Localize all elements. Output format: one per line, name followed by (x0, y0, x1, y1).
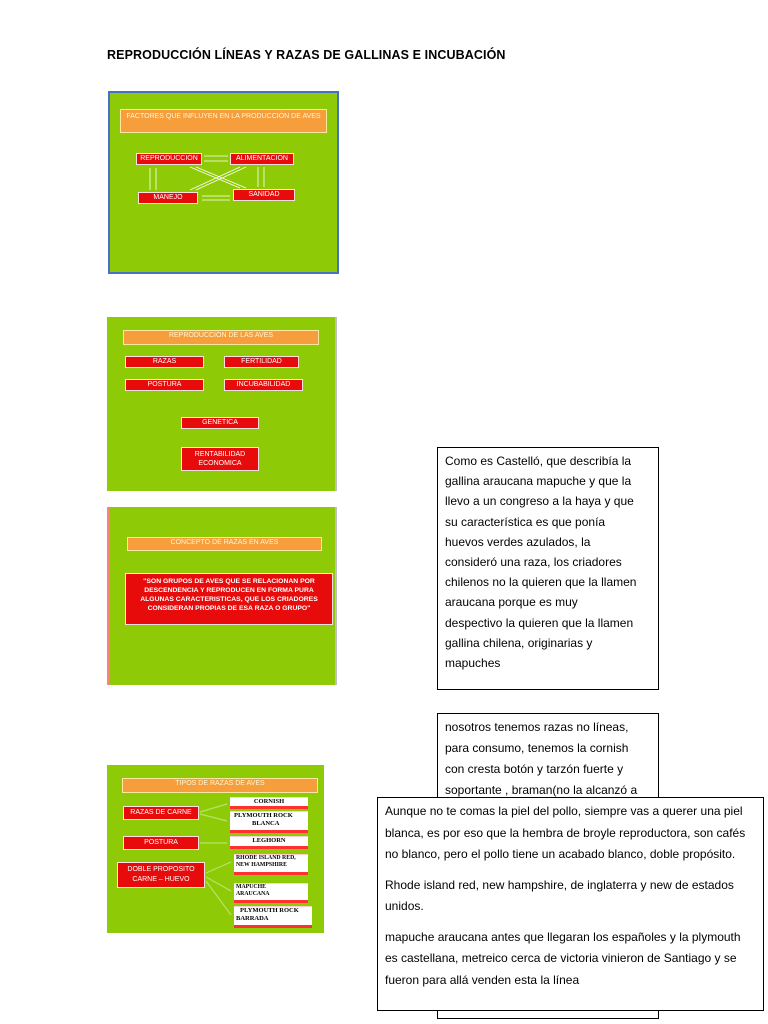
slide-header: TIPOS DE RAZAS DE AVES (122, 778, 318, 793)
box-fertilidad: FERTILIDAD (224, 356, 299, 368)
slide-header: CONCEPTO DE RAZAS EN AVES (127, 537, 322, 551)
box-alimentacion: ALIMENTACIÓN (230, 153, 294, 165)
text-line: consideró una raza, los criadores (445, 555, 622, 570)
text-line: nosotros tenemos razas no líneas, (445, 720, 629, 734)
text-line: mapuches (445, 656, 501, 671)
mapuche-line2: ARAUCANA (236, 891, 270, 897)
document-title: REPRODUCCIÓN LÍNEAS Y RAZAS DE GALLINAS E INCUBACIÓN (107, 48, 506, 62)
text-line: huevos verdes azulados, la (445, 534, 591, 549)
slide-header: FACTORES QUE INFLUYEN EN LA PRODUCCIÓN DE AVES (120, 109, 327, 133)
text-line: gallina chilena, originarias y (445, 635, 593, 650)
box-sanidad: SANIDAD (233, 189, 295, 201)
plymouth-blanca-line1: PLYMOUTH ROCK (234, 812, 293, 819)
rhode-line1: RHODE ISLAND RED, (236, 855, 296, 861)
text-line: araucana porque es muy (445, 595, 578, 610)
text-line: llevo a un congreso a la haya y que (445, 494, 634, 509)
box-rentabilidad (181, 447, 259, 471)
box-postura: POSTURA (125, 379, 204, 391)
plymouth-barrada-line1: PLYMOUTH ROCK (240, 907, 299, 914)
slide-concepto (107, 507, 337, 685)
box-reproduccion: REPRODUCCIÓN (136, 153, 202, 165)
rentabilidad-line2: ECONOMICA (198, 460, 242, 467)
connector-lines (107, 765, 324, 933)
slide-tipos (107, 765, 324, 933)
paragraph: mapuche araucana antes que llegaran los españoles y la plymouth es castellana, metreico cerca de victoria vinieron de Santiago y se fueron para allá venden esta la línea (385, 929, 741, 987)
plymouth-blanca-line2: BLANCA (252, 820, 280, 827)
textbox-piel-pollo (377, 797, 764, 1011)
paragraph: Rhode island red, new hampshire, de inglaterra y new de estados unidos. (385, 877, 734, 913)
textbox-castello (437, 447, 659, 690)
box-razas: RAZAS (125, 356, 204, 368)
text-line: Como es Castelló, que describía la (445, 454, 632, 468)
text-line: con cresta botón y tarzón fuerte y (445, 762, 624, 776)
slide-factores (108, 91, 339, 274)
box-genetica: GENETICA (181, 417, 259, 429)
text-line: chilenos no la quieren que la llamen (445, 575, 637, 590)
doble-line2: CARNE – HUEVO (132, 876, 190, 883)
box-razas-de-carne: RAZAS DE CARNE (123, 806, 199, 820)
slide-header: REPRODUCCIÓN DE LAS AVES (123, 330, 319, 345)
arrows-diagram (110, 93, 339, 274)
text-line: despectivo la quieren que la llamen (445, 615, 634, 630)
label-leghorn: LEGHORN (230, 836, 308, 849)
text-line: su característica es que ponía (445, 514, 606, 529)
mapuche-line1: MAPUCHE (236, 884, 266, 890)
plymouth-barrada-line2: BARRADA (236, 915, 269, 922)
text-line: soportante , braman(no la alcanzó a (445, 783, 638, 797)
slide-reproduccion (107, 317, 337, 491)
box-postura: POSTURA (123, 836, 199, 850)
paragraph: Aunque no te comas la piel del pollo, siempre vas a querer una piel blanca, es por eso que la hembra de broyle reproductora, son cafés no blanco, pero el pollo tiene un acabado blanco, doble propósito. (385, 804, 746, 861)
text-line: para consumo, tenemos la cornish (445, 741, 629, 755)
rhode-line2: NEW HAMPSHIRE (236, 862, 287, 868)
box-incubabilidad: INCUBABILIDAD (224, 379, 303, 391)
definition-box: "SON GRUPOS DE AVES QUE SE RELACIONAN POR DESCENDENCIA Y REPRODUCEN EN FORMA PURA ALGUNAS CARACTERISTICAS, QUE LOS CRIADORES CONSIDERAN PROPIAS DE ESA RAZA O GRUPO" (125, 573, 333, 625)
box-manejo: MANEJO (138, 192, 198, 204)
text-line: gallina araucana mapuche y que la (445, 474, 632, 489)
rentabilidad-line1: RENTABILIDAD (194, 451, 246, 458)
doble-line1: DOBLE PROPOSITO (127, 866, 195, 873)
label-cornish: CORNISH (230, 797, 308, 809)
